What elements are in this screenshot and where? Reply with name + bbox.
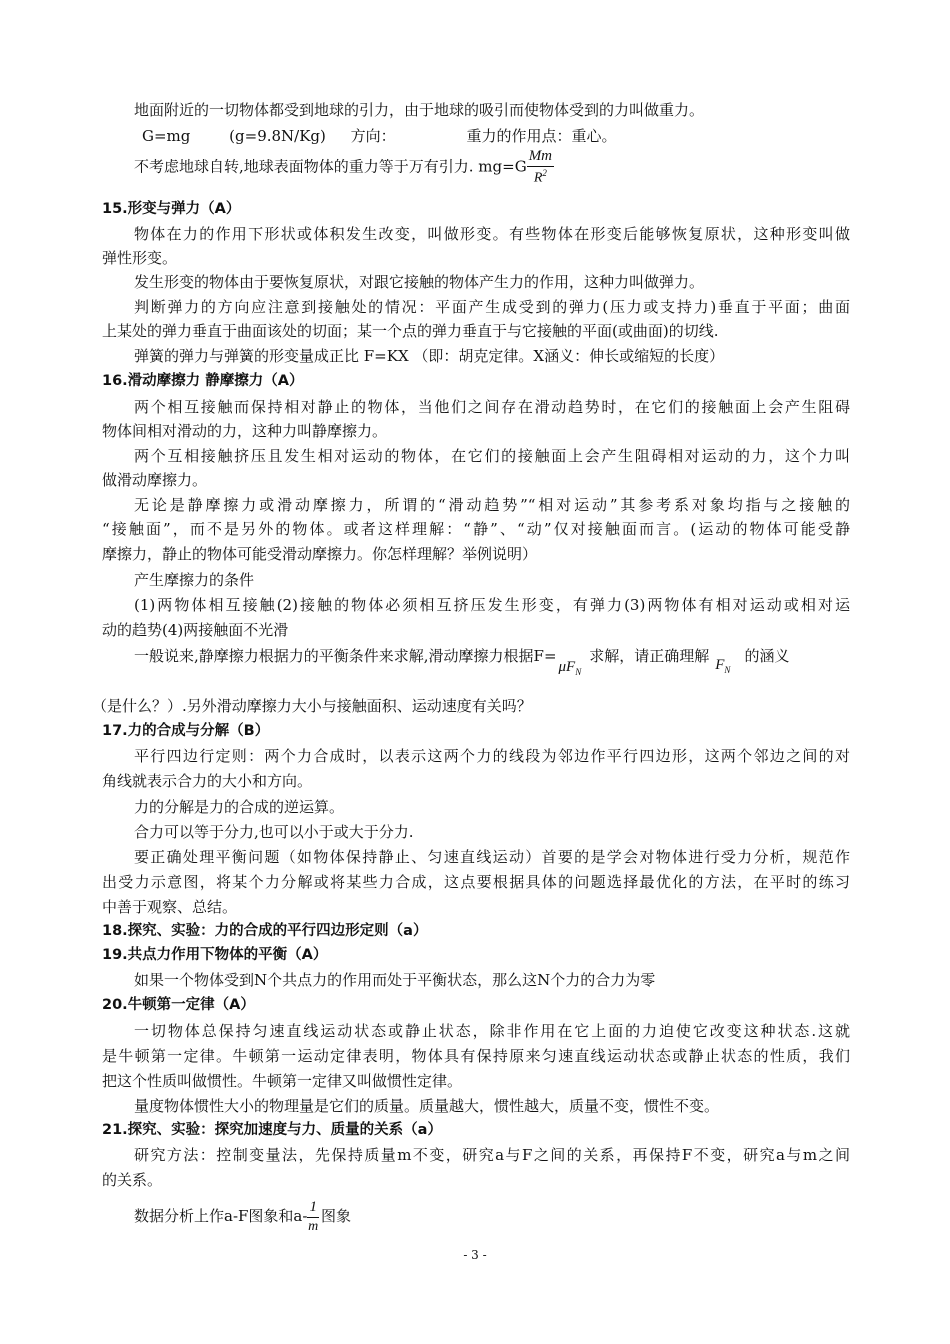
fraction-m-denominator: m [308,1219,319,1234]
paragraph-17d-line3: 中善于观察、总结。 [102,898,238,916]
paragraph-16e-line2: 动的趋势(4)两接触面不光滑 [102,621,289,639]
page-number: - 3 - [463,1248,487,1262]
paragraph-17d-line1: 要正确处理平衡问题（如物体保持静止、匀速直线运动）首要的是学会对物体进行受力分析，规范作 [134,848,850,866]
mu-f-subscript: N [575,667,582,677]
paragraph-17a-line2: 角线就表示合力的大小和方向。 [102,772,313,790]
friction-text-a: 一般说来,静摩擦力根据力的平衡条件来求解,滑动摩擦力根据F= [134,647,557,665]
heading-21: 21.探究、实验：探究加速度与力、质量的关系（a） [102,1122,442,1138]
paragraph-21b [134,1200,351,1234]
paragraph-gravity: 地面附近的一切物体都受到地球的引力，由于地球的吸引而使物体受到的力叫做重力。 [134,101,705,119]
paragraph-15a-line1: 物体在力的作用下形状或体积发生改变，叫做形变。有些物体在形变后能够恢复原状，这种形变叫做 [134,225,850,243]
paragraph-15d: 弹簧的弹力与弹簧的形变量成正比 F=KX （即：胡克定律。X涵义：伸长或缩短的长度） [134,347,725,365]
paragraph-20a-line1: 一切物体总保持匀速直线运动状态或静止状态，除非作用在它上面的力迫使它改变这种状态.这就 [134,1022,850,1040]
fn-expression [715,657,730,673]
mu-f: μF [558,659,576,675]
paragraph-15c-line2: 上某处的弹力垂直于曲面该处的切面；某一个点的弹力垂直于与它接触的平面(或曲面)的切线. [102,322,719,340]
friction-text-c: 的涵义 [744,647,790,665]
fraction-one-numerator: 1 [307,1200,319,1218]
data-analysis-text-end: 图象 [320,1207,351,1225]
heading-19: 19.共点力作用下物体的平衡（A） [102,947,328,963]
paragraph-16a-line2: 物体间相对滑动的力，这种力叫静摩擦力。 [102,422,388,440]
data-analysis-text: 数据分析上作a-F图象和a- [134,1207,308,1225]
paragraph-19: 如果一个物体受到N个共点力的作用而处于平衡状态，那么这N个力的合力为零 [134,971,656,989]
paragraph-17b: 力的分解是力的合成的逆运算。 [134,798,345,816]
heading-16: 16.滑动摩擦力 静摩擦力（A） [102,373,304,389]
paragraph-20b: 量度物体惯性大小的物理量是它们的质量。质量越大，惯性越大，质量不变，惯性不变。 [134,1097,720,1115]
paragraph-15b: 发生形变的物体由于要恢复原状，对跟它接触的物体产生力的作用，这种力叫做弹力。 [134,273,705,291]
heading-15: 15.形变与弹力（A） [102,201,241,217]
heading-20: 20.牛顿第一定律（A） [102,997,255,1013]
paragraph-15a-line2: 弹性形变。 [102,249,178,267]
fraction-numerator: Mm [527,149,554,167]
fn-f: F [715,657,725,673]
paragraph-16f-line2: （是什么？）.另外滑动摩擦力大小与接触面积、运动速度有关吗？ [92,697,532,715]
fraction-Mm-over-R2 [527,149,554,186]
fraction-one-over-m [307,1200,319,1234]
heading-17: 17.力的合成与分解（B） [102,723,270,739]
gravity-formula-line [142,126,616,146]
fraction-denominator: R [533,170,543,186]
paragraph-21a-line2: 的关系。 [102,1171,163,1189]
mu-fn-expression [559,659,582,675]
paragraph-16c-line3: 摩擦力，静止的物体可能受滑动摩擦力。你怎样理解？举例说明） [102,545,538,563]
fraction-exponent: 2 [542,168,547,178]
paragraph-17a-line1: 平行四边行定则：两个力合成时，以表示这两个力的线段为邻边作平行四边形，这两个邻边之间的对 [134,747,850,765]
fn-subscript: N [724,665,731,675]
heading-18: 18.探究、实验：力的合成的平行四边形定则（a） [102,923,428,939]
friction-text-b: 求解，请正确理解 [589,647,710,665]
paragraph-16b-line1: 两个互相接触挤压且发生相对运动的物体，在它们的接触面上会产生阻碍相对运动的力，这个力叫 [134,447,850,465]
paragraph-16f-line1 [134,646,790,677]
paragraph-16b-line2: 做滑动摩擦力。 [102,471,208,489]
paragraph-16c-line1: 无论是静摩擦力或滑动摩擦力，所谓的“滑动趋势”“相对运动”其参考系对象均指与之接触的 [134,496,850,514]
paragraph-15c-line1: 判断弹力的方向应注意到接触处的情况：平面产生成受到的弹力(压力或支持力)垂直于平面；曲面 [134,298,850,316]
paragraph-20a-line2: 是牛顿第一定律。牛顿第一运动定律表明，物体具有保持原来匀速直线运动状态或静止状态的性质，我们 [102,1047,850,1065]
paragraph-16c-line2: “接触面”，而不是另外的物体。或者这样理解：“静”、“动”仅对接触面而言。(运动的物体可能受静 [102,520,850,538]
gravity-direction: 方向： [350,127,396,145]
paragraph-17d-line2: 出受力示意图，将某个力分解或将某些力合成，这点要根据具体的问题选择最优化的方法，在平时的练习 [102,873,850,891]
paragraph-16a-line1: 两个相互接触而保持相对静止的物体，当他们之间存在滑动趋势时，在它们的接触面上会产生阻碍 [134,398,850,416]
gravity-constant: (g=9.8N/Kg) [229,127,326,145]
gravity-universal-line [134,149,554,186]
paragraph-17c: 合力可以等于分力,也可以小于或大于分力. [134,823,414,841]
paragraph-21a-line1: 研究方法：控制变量法，先保持质量m不变，研究a与F之间的关系，再保持F不变，研究a与m之间 [134,1146,850,1164]
paragraph-20a-line3: 把这个性质叫做惯性。牛顿第一定律又叫做惯性定律。 [102,1072,463,1090]
paragraph-16e-line1: (1)两物体相互接触(2)接触的物体必须相互挤压发生形变，有弹力(3)两物体有相对运动或相对运 [134,596,850,614]
paragraph-16d: 产生摩擦力的条件 [134,571,255,589]
gravity-universal-text: 不考虑地球自转,地球表面物体的重力等于万有引力. mg=G [134,157,527,176]
gravity-center: 重力的作用点：重心。 [466,127,617,145]
gravity-formula: G=mg [142,127,191,145]
